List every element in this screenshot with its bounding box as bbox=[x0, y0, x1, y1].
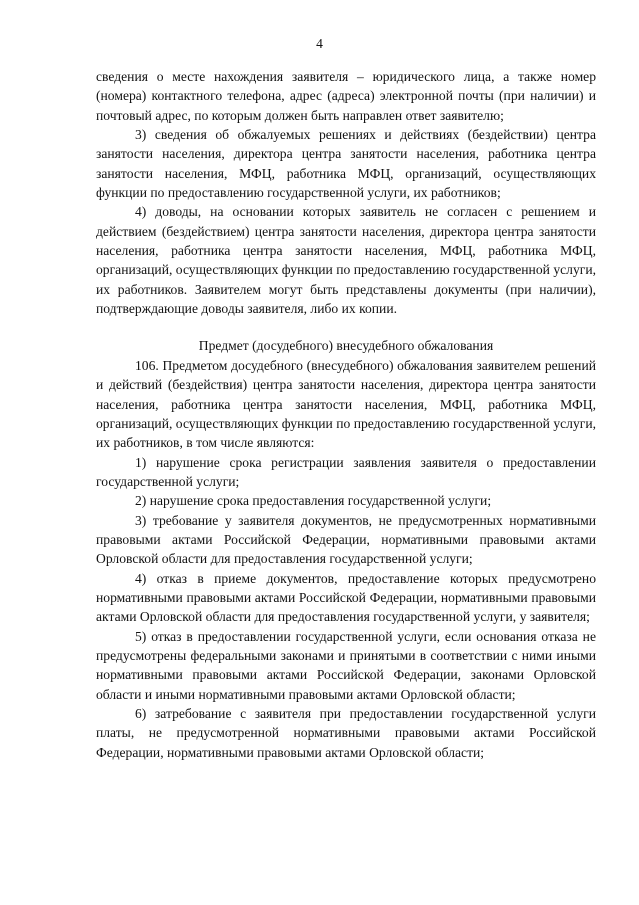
paragraph-clause-106: 106. Предметом досудебного (внесудебного) обжалования заявителем решений и действий (бездействия) центра занятости населения, директора центра занятости населения, работника центра занятости населения, МФЦ, работника МФЦ, организаций, осуществляющих функции по предоставлению государственной услуги, их работников, в том числе являются: bbox=[96, 357, 596, 451]
paragraph-item-4: 4) доводы, на основании которых заявитель не согласен с решением и действием (бездействием) центра занятости населения, директора центра занятости населения, работника центра занятости населения, МФЦ, работника МФЦ, организаций, осуществляющих функции по предоставлению государственной услуги, их работников. Заявителем могут быть представлены документы (при наличии), подтверждающие доводы заявителя, либо их копии. bbox=[96, 204, 596, 317]
list-item-2: 2) нарушение срока предоставления государственной услуги; bbox=[135, 493, 492, 509]
section-heading: Предмет (досудебного) внесудебного обжалования bbox=[198, 338, 494, 354]
list-item-3: 3) требование у заявителя документов, не предусмотренных нормативными правовыми актами Российской Федерации, нормативными правовыми актами Орловской области для предоставления государственной услуги; bbox=[96, 512, 596, 567]
list-item-4: 4) отказ в приеме документов, предоставление которых предусмотрено нормативными правовыми актами Российской Федерации, нормативными правовыми актами Орловской области для предоставления государственной услуги, у заявителя; bbox=[96, 570, 596, 625]
list-item-5: 5) отказ в предоставлении государственной услуги, если основания отказа не предусмотрены федеральными законами и принятыми в соответствии с ними иными нормативными правовыми актами Российской Федерации, законами Орловской области и иными нормативными правовыми актами Орловской области; bbox=[96, 628, 596, 702]
paragraph-item-3: 3) сведения об обжалуемых решениях и действиях (бездействии) центра занятости населения, директора центра занятости населения, работника центра занятости населения, МФЦ, работника МФЦ, организаций, осуществляющих функции по предоставлению государственной услуги, их работников; bbox=[96, 127, 596, 201]
list-item-1: 1) нарушение срока регистрации заявления заявителя о предоставлении государственной услуги; bbox=[96, 454, 596, 489]
page-number: 4 bbox=[316, 36, 323, 51]
list-item-6: 6) затребование с заявителя при предоставлении государственной услуги платы, не предусмотренной нормативными правовыми актами Российской Федерации, нормативными правовыми актами Орловской области; bbox=[96, 706, 596, 760]
document-body bbox=[96, 67, 596, 762]
paragraph-continuation: сведения о месте нахождения заявителя – юридического лица, а также номер (номера) контактного телефона, адрес (адреса) электронной почты (при наличии) и почтовый адрес, по которым должен быть направлен ответ заявителю; bbox=[96, 69, 596, 123]
